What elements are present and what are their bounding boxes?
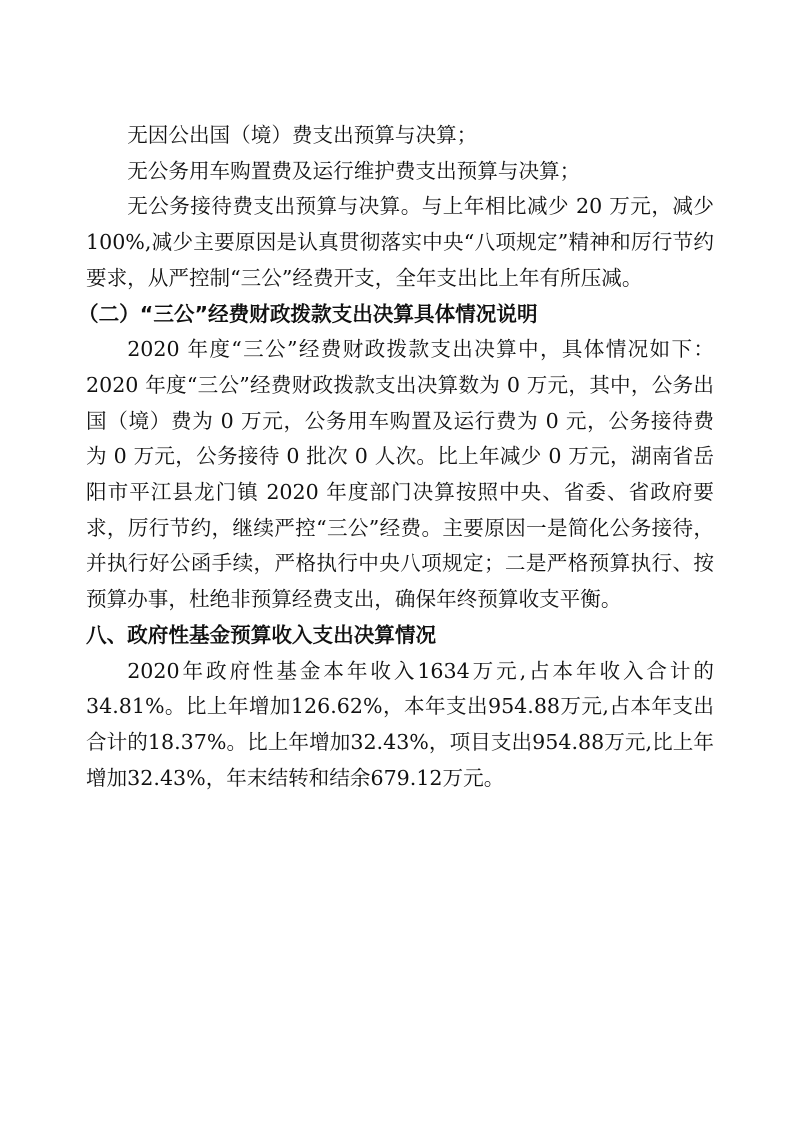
section-heading-three-public: （二）“三公”经费财政拨款支出决算具体情况说明: [78, 301, 538, 326]
section-heading-government-fund: 八、政府性基金预算收入支出决算情况: [86, 622, 437, 647]
paragraph-official-vehicle: 无公务用车购置费及运行维护费支出预算与决算；: [127, 158, 581, 183]
paragraph-three-public-details: 2020 年度“三公”经费财政拨款支出决算中，具体情况如下：2020 年度“三公”经费财政拨款支出决算数为 0 万元，其中，公务出国（境）费为 0 万元，公务用车购置及运行费为 0 元，公务接待费为 0 万元，公务接待 0 批次 0 人次。比上年减少 0 万元，湖南省岳阳市平江县龙门镇 2020 年度部门决算按照中央、省委、省政府要求，厉行节约，继续严控“三公”经费。主要原因一是简化公务接待，并执行好公函手续，严格执行中央八项规定；二是严格预算执行、按预算办事，杜绝非预算经费支出，确保年终预算收支平衡。: [86, 337, 714, 612]
paragraph-overseas-trip: 无因公出国（境）费支出预算与决算；: [127, 123, 478, 147]
document-body: [78, 118, 714, 796]
paragraph-official-reception: 无公务接待费支出预算与决算。与上年相比减少 20 万元，减少 100%,减少主要原因是认真贯彻落实中央“八项规定”精神和厉行节约要求，从严控制“三公”经费开支，全年支出比上年有所压减。: [86, 194, 714, 290]
paragraph-government-fund: 2020年政府性基金本年收入1634万元,占本年收入合计的34.81%。比上年增加126.62%，本年支出954.88万元,占本年支出合计的18.37%。比上年增加32.43%，项目支出954.88万元,比上年增加32.43%，年末结转和结余679.12万元。: [86, 658, 714, 790]
